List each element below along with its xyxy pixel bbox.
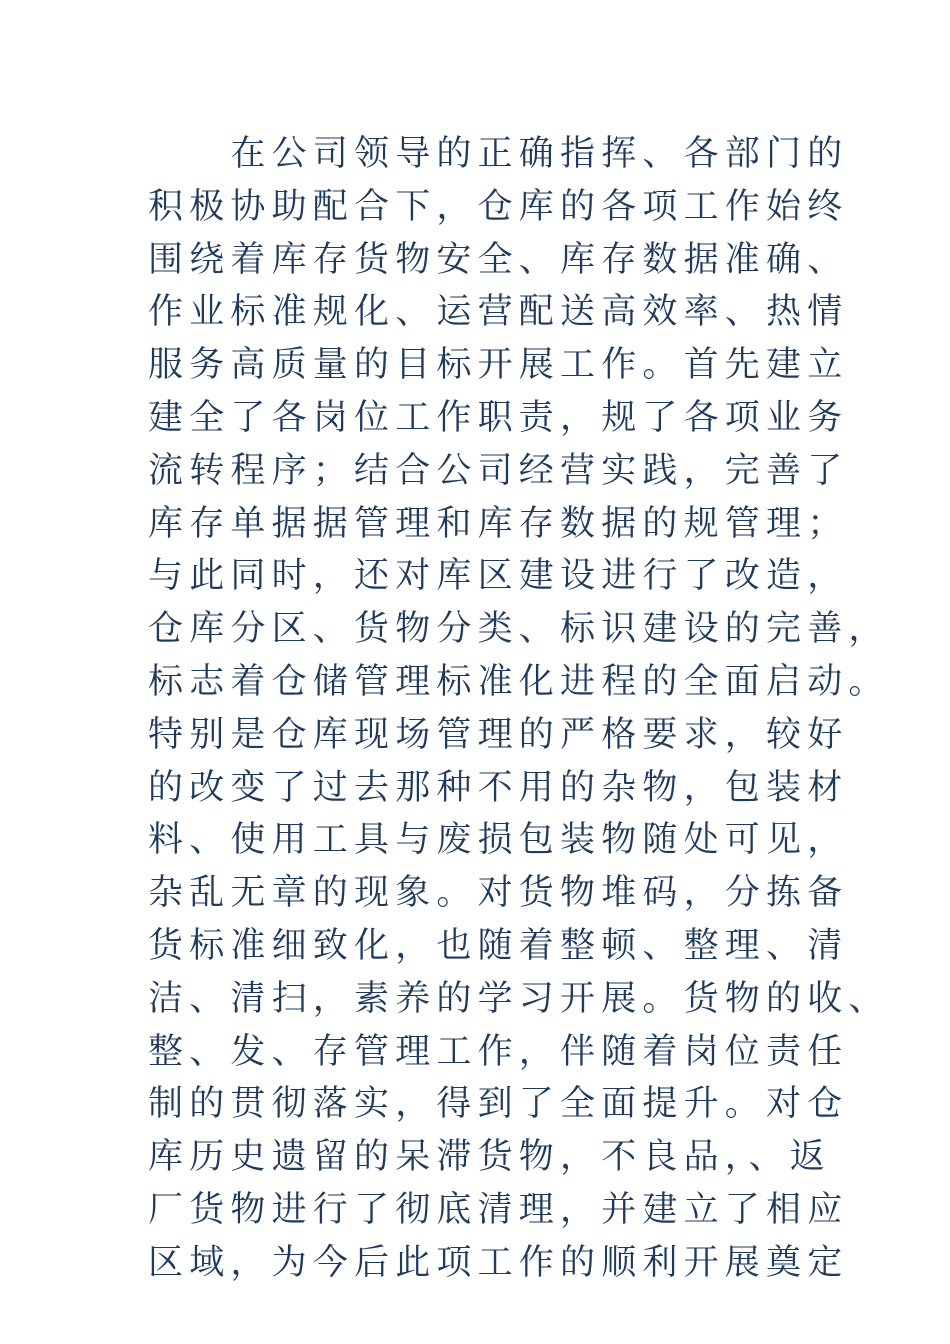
text-line: 制的贯彻落实，得到了全面提升。对仓 — [148, 1084, 849, 1125]
text-line: 围绕着库存货物安全、库存数据准确、 — [148, 239, 849, 280]
text-line: 与此同时，还对库区建设进行了改造， — [148, 556, 849, 597]
text-line: 库存单据据管理和库存数据的规管理； — [148, 503, 849, 544]
text-line: 杂乱无章的现象。对货物堆码，分拣备 — [148, 873, 849, 914]
text-line: 的改变了过去那种不用的杂物，包装材 — [148, 767, 849, 808]
text-line: 积极协助配合下，仓库的各项工作始终 — [148, 186, 849, 227]
text-line: 特别是仓库现场管理的严格要求，较好 — [148, 714, 849, 755]
text-line: 流转程序；结合公司经营实践，完善了 — [148, 450, 849, 491]
text-line: 厂货物进行了彻底清理，并建立了相应 — [148, 1189, 849, 1230]
text-line: 货标准细致化，也随着整顿、整理、清 — [148, 925, 849, 966]
text-line: 库历史遗留的呆滞货物，不良品，、返 — [148, 1137, 831, 1178]
text-line: 区域，为今后此项工作的顺利开展奠定 — [148, 1242, 849, 1283]
text-line: 建全了各岗位工作职责，规了各项业务 — [148, 397, 849, 438]
text-line: 仓库分区、货物分类、标识建设的完善， — [148, 609, 890, 650]
text-line: 作业标准规化、运营配送高效率、热情 — [148, 292, 849, 333]
text-line: 整、发、存管理工作，伴随着岗位责任 — [148, 1031, 849, 1072]
text-line: 料、使用工具与废损包装物随处可见， — [148, 820, 849, 861]
text-line: 服务高质量的目标开展工作。首先建立 — [148, 345, 849, 386]
text-line: 标志着仓储管理标准化进程的全面启动。 — [148, 661, 890, 702]
text-line: 洁、清扫，素养的学习开展。货物的收、 — [148, 978, 890, 1019]
body-paragraph — [148, 128, 890, 1290]
text-line: 在公司领导的正确指挥、各部门的 — [148, 134, 849, 174]
